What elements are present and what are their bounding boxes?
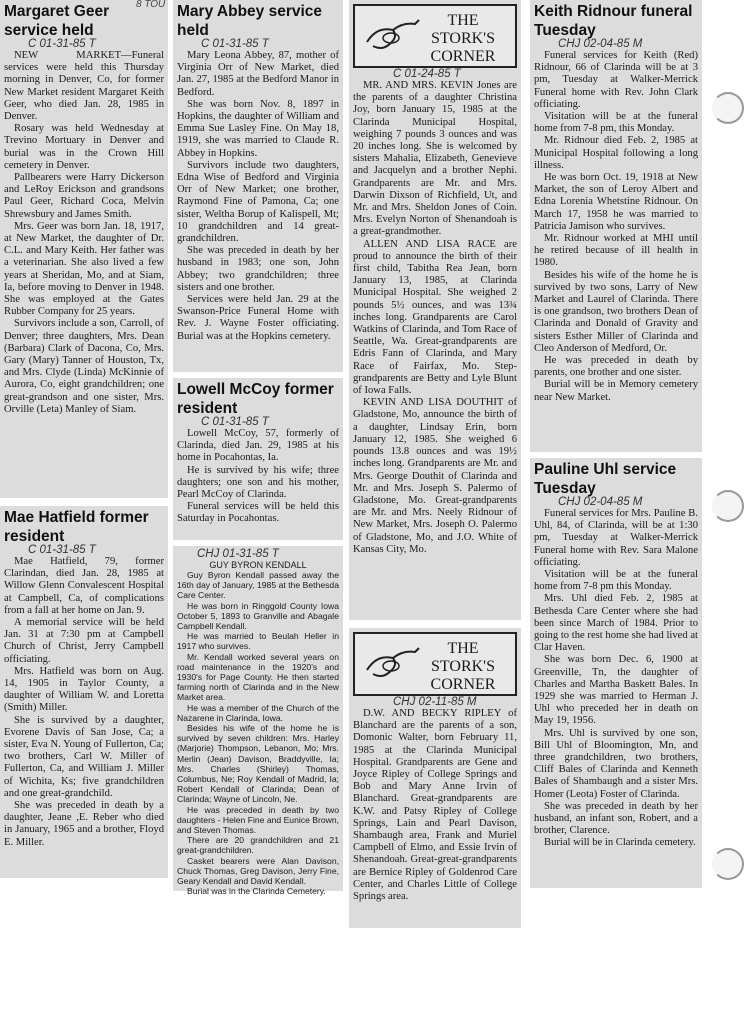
paragraph: Mary Leona Abbey, 87, mother of Virginia Orr of New Market, died Jan. 27, 1985 at the Bedford Manor in Bedford. <box>177 50 339 98</box>
binder-hole-1 <box>712 92 744 124</box>
paragraph: There are 20 grandchildren and 21 great-grandchildren. <box>177 835 339 856</box>
headline: Lowell McCoy former resident <box>177 381 334 417</box>
headline: Keith Ridnour funeral Tuesday <box>534 3 693 39</box>
paragraph: She was born Dec. 6, 1900 at Greenville, Tn, the daughter of Charles and Martha Baskett Bales. In 1929 she was married to Herman J. Uhl who preceded her in death on May 19, 1956. <box>534 654 698 727</box>
stork-title: THE STORK'S CORNER <box>430 12 496 65</box>
clipping-stork-2 <box>349 628 521 928</box>
clipping-kendall <box>173 546 343 897</box>
clipping-uhl <box>530 458 702 888</box>
paragraph: Survivors include a son, Carroll, of Denver; three daughters, Mrs. Dean (Barbara) Clark of Dacona, Co, Mrs. Gary (Mary) Tanner of Houston, Tx, and Mrs. Clyde (Linda) McKinnie of Aurora, Co, eight grandchildren; one great-grandson and one sister, Mrs. Orville (Leta) Manley of Siam. <box>4 318 164 415</box>
date-stamp: CHJ 01-31-85 T <box>197 548 279 560</box>
paragraph: Rosary was held Wednesday at Trevino Mortuary in Denver and burial was in the Crown Hill cemetery in Denver. <box>4 123 164 171</box>
paragraph: He was married to Beulah Heller in 1917 who survives. <box>177 631 339 652</box>
stork-corner-logo <box>353 4 517 68</box>
paragraph: Lowell McCoy, 57, formerly of Clarinda, died Jan. 29, 1985 at his home in Pocahontas, Ia. <box>177 428 339 464</box>
date-stamp: C 01-31-85 T <box>28 38 96 50</box>
paragraph: He was a member of the Church of the Nazarene in Clarinda, Iowa. <box>177 702 339 723</box>
paragraph: Mr. Ridnour died Feb. 2, 1985 at Municipal Hospital following a long illness. <box>534 135 698 171</box>
clipping-mccoy <box>173 378 343 540</box>
headline: Pauline Uhl service Tuesday <box>534 461 677 497</box>
paragraph: Funeral services for Mrs. Pauline B. Uhl, 84, of Clarinda, will be at 1:30 pm, Tuesday at Walker-Merrick Funeral home with Rev. Sara Malone officiating. <box>534 508 698 568</box>
paragraph: Casket bearers were Alan Davison, Chuck Thomas, Greg Davison, Jerry Fine, Geary Kendall and David Kendall. <box>177 855 339 887</box>
date-stamp: C 01-31-85 T <box>201 38 269 50</box>
paragraph: ALLEN AND LISA RACE are proud to announce the birth of their first child, Tabitha Rea Jean, born January 13, 1985, at Clarinda Municipal Hospital. She weighed 2 pounds 5½ ounces, and was 13¾ inches long. Grandparents are Carol Watkins of Clarinda, and Tom Race of Seattle, Wa. Great-grandparents are Edris Fann of Clarinda, and Mary Race of Fairfax, Mo. Step-grandparents are Betty and Lyle Blunt of Iowa Falls. <box>353 238 517 397</box>
stork-title: THE STORK'S CORNER <box>430 640 496 693</box>
binder-hole-3 <box>712 848 744 880</box>
paragraph: Burial will be in Clarinda cemetery. <box>544 837 696 849</box>
paragraph: Mrs. Hatfield was born on Aug. 14, 1905 in Taylor County, a daughter of William W. and Loretta (Smith) Miller. <box>4 665 164 714</box>
paragraph: Mr. Ridnour worked at MHI until he retired because of ill health in 1980. <box>534 233 698 269</box>
paragraph: D.W. AND BECKY RIPLEY of Blanchard are the parents of a son, Domonic Walter, born February 11, 1985 at the Clarinda Municipal Hospital. Grandparents are Gene and Joyce Ripley of College Springs and Bob and Mary Anne Irvin of Blanchard. Great-grandparents are K.W. and Patsy Ripley of College Springs, Lain and Pearl Davison, Shambaugh area, Frank and Muriel Campbell of Elmo, and Essie Irvin of Shenandoah. Great-great-grandparents are Bernice Ripley of Goldenrod Care Center, and Charles Little of College Springs area. <box>353 708 517 903</box>
paragraph: Burial will be in Memory cemetery near New Market. <box>534 379 698 403</box>
paragraph: Services were held Jan. 29 at the Swanson-Price Funeral Home with Rev. J. Wayne Foster officiating. Burial was at the Hopkins cemetery. <box>177 294 339 342</box>
paragraph: NEW MARKET—Funeral services were held this Thursday morning in Denver, Co, for former New Market resident Margaret Keith Geer, who died Jan. 28, 1985 in Denver. <box>4 50 164 123</box>
clipping-ridnour <box>530 0 702 452</box>
paragraph: MR. AND MRS. KEVIN Jones are the parents of a daughter Christina Joy, born January 15, 1985 at the Clarinda Municipal Hospital, weighing 7 pounds 3 ounces and was 20 inches long. She is welcomed by sisters Mahalia, Elizabeth, Genevieve and Jacquelyn and a brother Nephi. Grandparents are Mr. and Mrs. Darwin Dixson of Richfield, Ut, and Mr. and Mrs. Sheldon Jones of Coin. Mrs. Evelyn Norton of Shenandoah is a great-grandmother. <box>353 80 517 238</box>
clipping-hatfield <box>0 506 168 878</box>
date-stamp: CHJ 02-11-85 M <box>393 696 477 708</box>
paragraph: KEVIN AND LISA DOUTHIT of Gladstone, Mo, announce the birth of a daughter, Lindsay Erin, born January 12, 1985. She weighed 6 pounds 13.8 ounces and was 19½ inches long. Grandparents are Mr. and Mrs. George Douthit of Clarinda and Mr. and Mrs. Joseph S. Palermo of Gladstone, Mo. Great-grandparents are Mr. and Mrs. Neely Ridnour of New Market, Mrs. Joseph O. Palermo of Gladstone, Mo, and J.O. White of Kansas City, Mo. <box>353 397 517 555</box>
date-stamp: CHJ 02-04-85 M <box>558 38 643 50</box>
headline: Mary Abbey service held <box>177 3 323 39</box>
paragraph: Mrs. Uhl died Feb. 2, 1985 at Bethesda Care Center where she had been since March of 1984. Prior to going to the rest home she had lived at Clar Haven. <box>534 593 698 654</box>
paragraph: He was born Oct. 19, 1918 at New Market, the son of Leroy Albert and Edna Lorenia Whetstine Ridnour. On March 17, 1958 he was married to Patricia Jamison who survives. <box>534 172 698 232</box>
paragraph: Mrs. Geer was born Jan. 18, 1917, at New Market, the daughter of Dr. C.L. and Mary Keith. Her father was a veterinarian. She also lived a few years at Sheridan, Mo, and at Siam, Ia, before moving to Denver in 1948. She was employed at the Gates Rubber Company for 25 years. <box>4 220 164 318</box>
paragraph: Besides his wife of the home he is survived by seven children: Mrs. Harley (Marjorie) Thompson, Lebanon, Mo; Mrs. Merlin (Jean) Davison, Braddyville, Ia; Mrs. Charles (Shirley) Thomas, Columbus, Ne; Roy Kendall of Madrid, Ia; Robert Kendall of Clarinda; Dean of Clarinda; Wayne of Lincoln, Ne. <box>177 723 339 805</box>
stork-corner-logo <box>353 632 517 696</box>
binder-hole-2 <box>712 490 744 522</box>
paragraph: Survivors include two daughters, Edna Wise of Bedford and Virginia Orr of New Market; one brother, Raymond Fine of Pamona, Ca; one sister, Weltha Borup of Kalispell, Mt; 10 grandchildren and 14 great-grandchildren. <box>177 159 339 245</box>
paragraph: Mr. Kendall worked several years on road maintenance in the 1920's and 1930's for Page County. He then started farming north of Clarinda and in the New Market area. <box>177 651 339 703</box>
headline: Mae Hatfield former resident <box>4 509 149 545</box>
paragraph: Burial was in the Clarinda Cemetery. <box>187 886 326 897</box>
paragraph: Pallbearers were Harry Dickerson and LeRoy Erickson and grandsons Paul Geer, Richard Coca, Melvin Shrewsbury and James Smith. <box>4 172 164 220</box>
headline: GUY BYRON KENDALL <box>209 560 307 570</box>
paragraph: Funeral services will be held this Saturday in Pocahontas. <box>177 501 339 525</box>
date-stamp: CHJ 02-04-85 M <box>558 496 643 508</box>
paragraph: Besides his wife of the home he is survived by two sons, Larry of New Market and Laurel of Clarinda. There is one grandson, two brothers Dean of Clarinda and Donald of Gravity and sisters Esther Miller of Clarinda and Cleo Anderson of Medford, Or. <box>534 269 698 354</box>
clipping-stork-1 <box>349 0 521 620</box>
clipping-abbey <box>173 0 343 372</box>
paragraph: She was preceded in death by her husband in 1983; one son, John Abbey; two grandchildren; three sisters and one brother. <box>177 245 339 293</box>
paragraph: Visitation will be at the funeral home from 7-8 pm this Monday. <box>534 569 698 593</box>
paragraph: Visitation will be at the funeral home from 7-8 pm, this Monday. <box>534 111 698 135</box>
paragraph: She is survived by a daughter, Evorene Davis of San Jose, Ca; a sister, Eva N. Young of Fullerton, Ca; two brothers, Carl W. Miller of Fullerton, Ca, and William J. Miller of Wichita, Ks; five grandchildren and one great-grandchild. <box>4 714 164 799</box>
date-stamp: C 01-31-85 T <box>201 416 269 428</box>
headline: Margaret Geer service held <box>4 3 110 39</box>
date-stamp: C 01-31-85 T <box>28 544 96 556</box>
paragraph: Guy Byron Kendall passed away the 16th day of January, 1985 at the Bethesda Care Center. <box>177 570 339 601</box>
paragraph: He is survived by his wife; three daughters; one son and his mother, Pearl McCoy of Clarinda. <box>177 464 339 501</box>
paragraph: He was preceded in death by parents, one brother and one sister. <box>534 355 698 379</box>
paragraph: Mrs. Uhl is survived by one son, Bill Uhl of Bloomington, Mn, and three grandchildren, two brothers, Cliff Bales of Clarinda and Kenneth Bales of Shambaugh and a sister Mrs. Homer (Leota) Foster of Clarinda. <box>534 727 698 800</box>
paragraph: He was preceded in death by two daughters - Helen Fine and Eunice Brown, and Steven Thomas. <box>177 804 339 836</box>
paragraph: A memorial service will be held Jan. 31 at 7:30 pm at Campbell Church of Christ, Jerry Campbell officiating. <box>4 617 164 665</box>
stork-icon <box>363 16 423 54</box>
paragraph: He was born in Ringgold County Iowa October 5, 1893 to Granville and Abagale Campbell Kendall. <box>177 600 339 632</box>
paragraph: She was preceded in death by her husband, an infant son, Robert, and a brother, Clarence. <box>534 800 698 837</box>
handwritten-note: 8 TOU <box>136 0 166 10</box>
paragraph: She was born Nov. 8, 1897 in Hopkins, the daughter of William and Emma Sue Lasley Fine. On May 18, 1919, she was married to Claude R. Abbey in Hopkins. <box>177 98 339 159</box>
clipping-geer <box>0 0 168 498</box>
stork-icon <box>363 644 423 682</box>
paragraph: She was preceded in death by a daughter, Jeane ,E. Reber who died in January, 1965 and a brother, Floyd E. Miller. <box>4 800 164 848</box>
paragraph: Mae Hatfield, 79, former Clarindan, died Jan. 28, 1985 at Willow Glenn Convalescent Hospital at Campbell, Ca, of complications from a fall at her home on Jan. 9. <box>4 556 164 616</box>
paragraph: Funeral services for Keith (Red) Ridnour, 66 of Clarinda will be at 3 pm, Tuesday at Walker-Merrick Funeral home with Rev. John Clark officiating. <box>534 50 698 110</box>
date-stamp: C 01-24-85 T <box>393 68 461 80</box>
